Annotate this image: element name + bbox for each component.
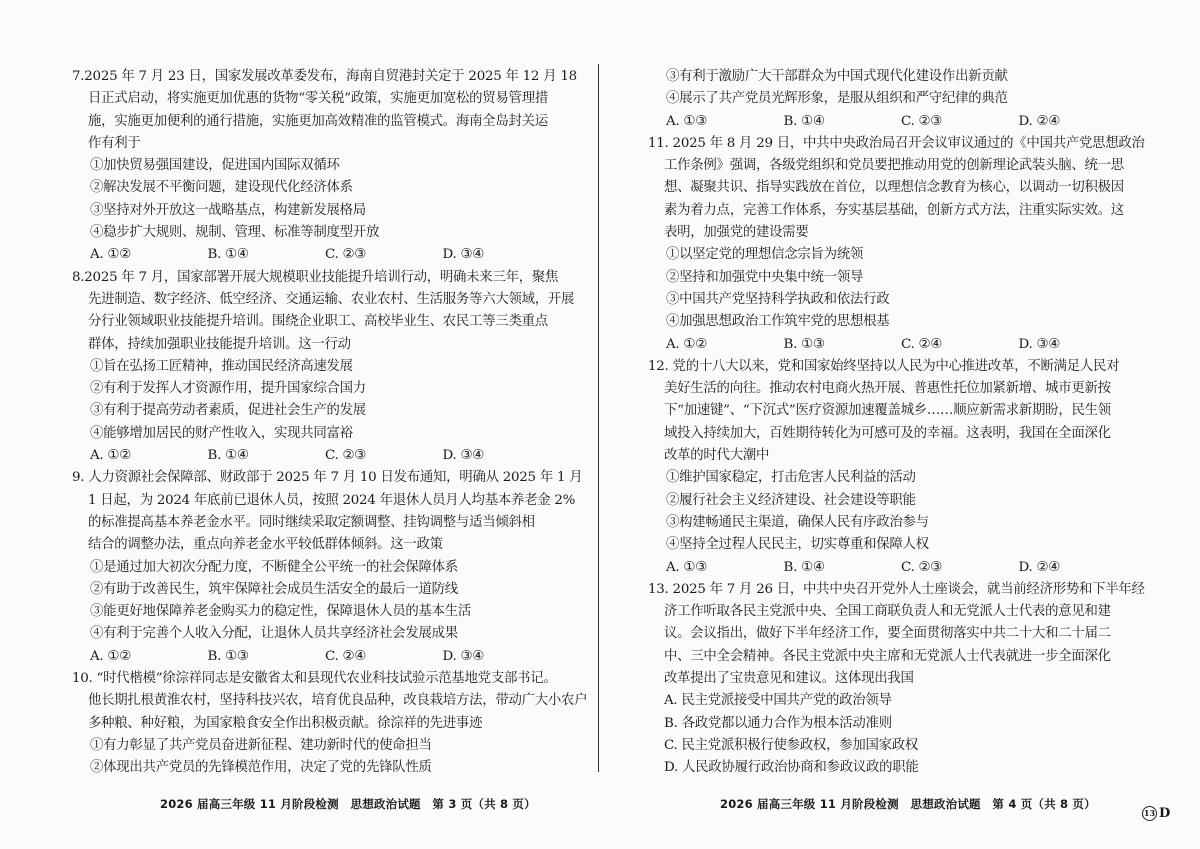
answer-option: A. ①②	[90, 448, 131, 464]
answer-option: B. ①③	[783, 336, 825, 352]
right-column	[648, 66, 1145, 780]
answer-options	[72, 244, 560, 266]
statement-line: ④能够增加居民的财产性收入，实现共同富裕	[90, 425, 353, 441]
question-start-line: 8.2025 年 7 月，国家部署开展大规模职业技能提升培训行动，明确未来三年，聚焦	[72, 269, 559, 285]
answer-option: D. ②④	[1018, 559, 1061, 575]
text-line: 1 日起，为 2024 年底前已退休人员，按照 2024 年退休人员月人均基本养老金 2%	[88, 492, 576, 508]
question-start-line: 11. 2025 年 8 月 29 日，中共中央政治局召开会议审议通过的《中国共产党思想政治	[648, 135, 1145, 151]
answer-option: C. ②④	[325, 648, 367, 664]
answer-option: B. ①④	[207, 448, 249, 464]
text-line: C. 民主党派积极行使参政权，参加国家政权	[664, 737, 919, 753]
answer-option: A. ①②	[90, 247, 131, 263]
text-line: 美好生活的向往。推动农村电商火热开展、普惠性托位加紧新增、城市更新按	[664, 381, 1111, 397]
answer-option: D. ②④	[1018, 113, 1061, 129]
question-start-line: 9. 人力资源社会保障部、财政部于 2025 年 7 月 10 日发布通知，明确从 2025 年 1 月	[72, 470, 583, 486]
answer-options	[72, 646, 560, 668]
answer-option: B. ①④	[207, 247, 249, 263]
page-footer-right: 2026 届高三年级 11 月阶段检测 思想政治试题 第 4 页（共 8 页）	[720, 797, 1096, 811]
text-line: D. 人民政协履行政治协商和参政议政的职能	[664, 760, 919, 776]
text-line: 济工作听取各民主党派中央、全国工商联负责人和无党派人士代表的意见和建	[664, 604, 1111, 620]
statement-line: ①是通过加大初次分配力度，不断健全公平统一的社会保障体系	[90, 559, 458, 575]
text-line: 工作条例》强调，各级党组织和党员要把推动用党的创新理论武装头脑、统一思	[664, 158, 1124, 174]
text-line: 分行业领域职业技能提升培训。围绕企业职工、高校毕业生、农民工等三类重点	[88, 314, 548, 330]
text-line: 改革提出了宝贵意见和建议。这体现出我国	[664, 671, 914, 687]
text-line: 多种粮、种好粮，为国家粮食安全作出积极贡献。徐淙祥的先进事迹	[88, 715, 483, 731]
text-line: 下“加速键”、“下沉式”医疗资源加速覆盖城乡……顺应新需求新期盼，民生领	[664, 403, 1111, 419]
question-start-line: 7.2025 年 7 月 23 日，国家发展改革委发布，海南自贸港封关定于 2025 年 12 月 18	[72, 69, 577, 84]
statement-line: ④坚持全过程人民民主，切实尊重和保障人权	[666, 537, 929, 553]
version-mark-circle: 13	[1142, 806, 1157, 821]
answer-options	[648, 334, 1136, 356]
answer-option: C. ②③	[901, 559, 943, 575]
statement-line: ①以坚定党的理想信念宗旨为统领	[666, 247, 864, 263]
statement-line: ④加强思想政治工作筑牢党的思想根基	[666, 314, 890, 330]
answer-option: C. ②③	[901, 113, 943, 129]
answer-option: C. ②③	[325, 448, 367, 464]
column-divider	[598, 64, 599, 772]
statement-line: ②体现出共产党员的先锋模范作用，决定了党的先锋队性质	[90, 760, 432, 776]
statement-line: ①旨在弘扬工匠精神，推动国民经济高速发展	[90, 358, 353, 374]
text-line: 表明，加强党的建设需要	[664, 225, 809, 241]
answer-option: B. ①③	[207, 648, 249, 664]
statement-line: ③有利于提高劳动者素质，促进社会生产的发展	[90, 403, 366, 419]
answer-option: D. ③④	[442, 448, 485, 464]
answer-option: C. ②③	[325, 247, 367, 263]
statement-line: ③构建畅通民主渠道，确保人民有序政治参与	[666, 514, 929, 530]
statement-line: ②解决发展不平衡问题，建设现代化经济体系	[90, 180, 353, 196]
text-line: 改革的时代大潮中	[664, 448, 770, 464]
question-start-line: 10. “时代楷模”徐淙祥同志是安徽省太和县现代农业科技试验示范基地党支部书记。	[72, 671, 557, 687]
answer-option: D. ③④	[442, 648, 485, 664]
statement-line: ③有利于激励广大干部群众为中国式现代化建设作出新贡献	[666, 69, 1008, 84]
answer-option: A. ①③	[666, 559, 707, 575]
text-line: 施，实施更加便利的通行措施，实施更加高效精准的监管模式。海南全岛封关运	[88, 113, 548, 129]
question-start-line: 13. 2025 年 7 月 26 日，中共中央召开党外人士座谈会，就当前经济形势和下半年经	[648, 581, 1145, 597]
statement-line: ③坚持对外开放这一战略基点，构建新发展格局	[90, 202, 366, 218]
answer-option: B. ①④	[783, 559, 825, 575]
answer-option: A. ①②	[666, 336, 707, 352]
question-start-line: 12. 党的十八大以来，党和国家始终坚持以人民为中心推进改革，不断满足人民对	[648, 358, 1120, 374]
text-line: 群体，持续加强职业技能提升培训。这一行动	[88, 336, 351, 352]
text-line: 的标准提高基本养老金水平。同时继续采取定额调整、挂钩调整与适当倾斜相	[88, 514, 535, 530]
answer-options	[72, 445, 560, 467]
text-line: 想、凝聚共识、指导实践放在首位，以理想信念教育为核心，以调动一切积极因	[664, 180, 1124, 196]
statement-line: ②有助于改善民生，筑牢保障社会成员生活安全的最后一道防线	[90, 581, 458, 597]
text-line: 议。会议指出，做好下半年经济工作，要全面贯彻落实中共二十大和二十届二	[664, 626, 1111, 642]
answer-option: D. ③④	[442, 247, 485, 263]
version-mark	[1142, 806, 1170, 821]
text-line: 中、三中全会精神。各民主党派中央主席和无党派人士代表就进一步全面深化	[664, 648, 1111, 664]
text-line: 域投入持续加大，百姓期待转化为可感可及的幸福。这表明，我国在全面深化	[664, 425, 1111, 441]
answer-option: A. ①②	[90, 648, 131, 664]
text-line: 结合的调整办法，重点向养老金水平较低群体倾斜。这一政策	[88, 537, 443, 553]
statement-line: ①加快贸易强国建设，促进国内国际双循环	[90, 158, 340, 174]
statement-line: ④有利于完善个人收入分配，让退休人员共享经济社会发展成果	[90, 626, 458, 642]
text-line: B. 各政党都以通力合作为根本活动准则	[664, 715, 892, 731]
statement-line: ②坚持和加强党中央集中统一领导	[666, 269, 864, 285]
version-mark-letter: D	[1159, 806, 1171, 821]
statement-line: ②有利于发挥人才资源作用，提升国家综合国力	[90, 381, 366, 397]
answer-options	[648, 111, 1136, 133]
answer-option: C. ②④	[901, 336, 943, 352]
statement-line: ④稳步扩大规则、规制、管理、标准等制度型开放	[90, 225, 380, 241]
left-column	[72, 66, 588, 780]
text-line: 日正式启动，将实施更加优惠的货物“零关税”政策，实施更加宽松的贸易管理措	[88, 91, 548, 107]
text-line: 作有利于	[88, 135, 141, 151]
statement-line: ④展示了共产党员光辉形象，是服从组织和严守纪律的典范	[666, 91, 1008, 107]
answer-option: D. ③④	[1018, 336, 1061, 352]
page-footer-left: 2026 届高三年级 11 月阶段检测 思想政治试题 第 3 页（共 8 页）	[160, 797, 536, 811]
statement-line: ②履行社会主义经济建设、社会建设等职能	[666, 492, 916, 508]
answer-option: B. ①④	[783, 113, 825, 129]
statement-line: ③中国共产党坚持科学执政和依法行政	[666, 291, 890, 307]
text-line: 他长期扎根黄淮农村，坚持科技兴农，培育优良品种，改良栽培方法，带动广大小农户	[88, 693, 588, 709]
statement-line: ①维护国家稳定，打击危害人民利益的活动	[666, 470, 916, 486]
answer-options	[648, 557, 1136, 579]
statement-line: ③能更好地保障养老金购买力的稳定性，保障退休人员的基本生活	[90, 604, 472, 620]
text-line: 素为着力点，完善工作体系，夯实基层基础，创新方式方法，注重实际实效。这	[664, 202, 1124, 218]
text-line: 先进制造、数字经济、低空经济、交通运输、农业农村、生活服务等六大领域，开展	[88, 291, 575, 307]
answer-option: A. ①③	[666, 113, 707, 129]
text-line: A. 民主党派接受中国共产党的政治领导	[664, 693, 892, 709]
statement-line: ①有力彰显了共产党员奋进新征程、建功新时代的使命担当	[90, 737, 432, 753]
